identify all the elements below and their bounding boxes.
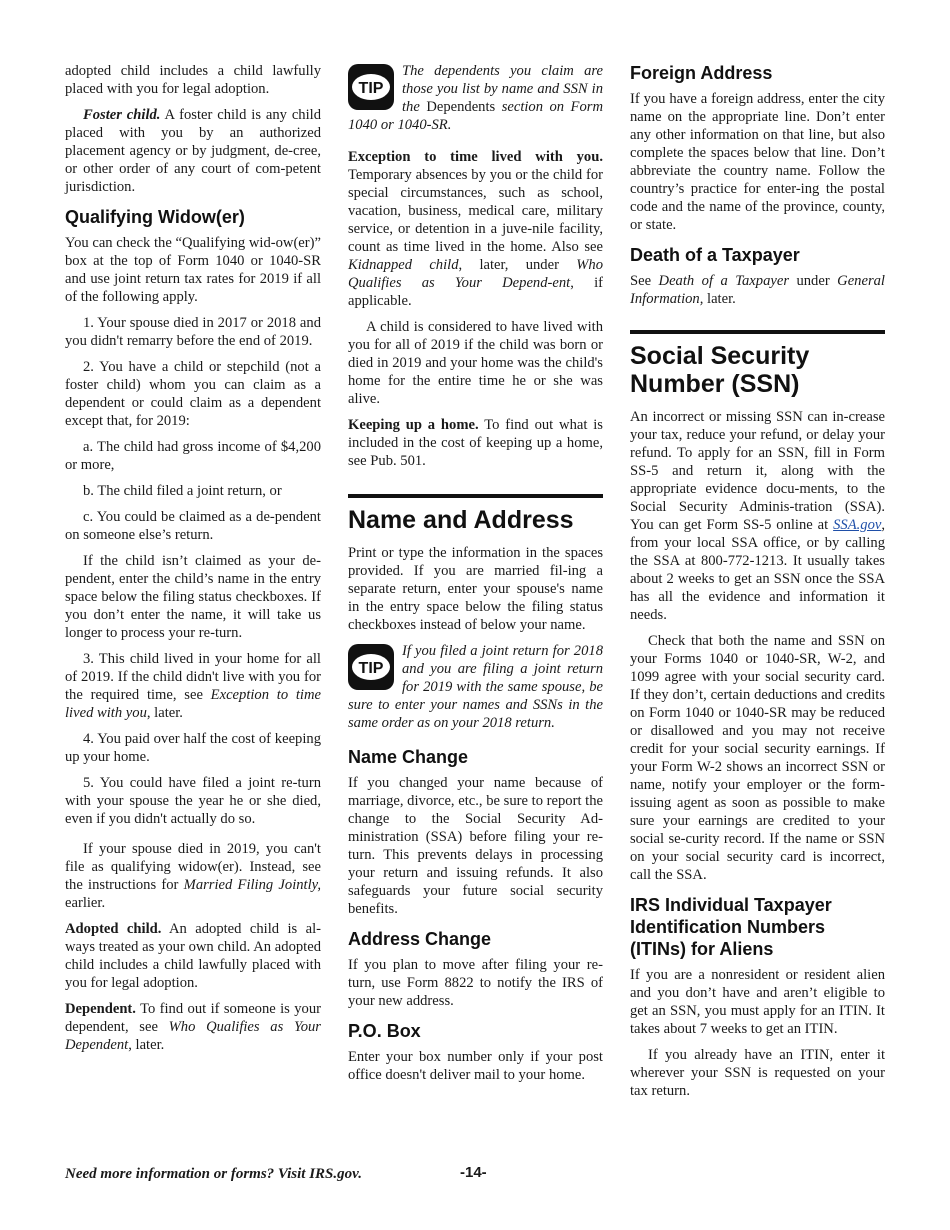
adopted-child-continuation: adopted child includes a child lawfully placed with you for legal adoption.: [65, 63, 321, 97]
death-reference: Death of a Taxpayer: [658, 273, 789, 289]
ssn-heading: Social Security Number (SSN): [630, 342, 810, 398]
exception-mid: , later, under: [458, 257, 577, 273]
dependent-end: , later.: [128, 1037, 165, 1053]
tip-icon-graphic: [348, 64, 394, 110]
ssn-paragraph: [630, 408, 885, 624]
itin-paragraph: If you are a nonresident or resident alien and you don’t have and aren’t eligible to get an SSN, you must apply for an ITIN. It takes about 7 weeks to get an ITIN.: [630, 967, 885, 1037]
foster-child-paragraph: [65, 106, 321, 196]
foreign-address-paragraph: If you have a foreign address, enter the city name on the appropriate line. Don’t enter any other information on that line, but also complete the spaces below that line. Don’t abbreviate the country name. Follow the country’s practice for enter-ing the postal code and the name of the province, county, or state.: [630, 91, 885, 233]
page-footer: [65, 1166, 885, 1188]
tip-box-joint-return: [348, 642, 603, 732]
dependent-paragraph: [65, 1000, 321, 1054]
tip-icon-graphic-2: [348, 644, 394, 690]
exception-paragraph: [348, 148, 603, 310]
name-and-address-heading: Name and Address: [348, 506, 574, 534]
condition-2: 2. You have a child or stepchild (not a foster child) whom you can claim as a dependent or could claim as a dependent except that, for 2019:: [65, 359, 321, 429]
death-mid: under: [789, 273, 838, 289]
column-right: [630, 62, 885, 1108]
name-change-heading: Name Change: [348, 747, 469, 767]
check-name-ssn-paragraph: Check that both the name and SSN on your Forms 1040 or 1040-SR, W-2, and 1099 agree with your social security card. If they don’t, certain deductions and credits on Form 1040 or 1040-SR may be reduced or disallowed and you may not receive credit for your social security earnings. If your Form W-2 shows an incorrect SSN or name, notify your employer or the form-issuing agent as soon as possible to make sure your earnings are credited to your social se-curity record. If the name or SSN on your social security card is incorrect, call the SSA.: [630, 633, 885, 883]
exception-text: Temporary absences by you or the child for special circumstances, such as school, vacation, business, medical care, military service, or detention in a juve-nile facility, count as time lived in the home. Also see: [348, 167, 603, 255]
ssa-gov-link[interactable]: SSA.gov: [833, 517, 882, 533]
itin-already-paragraph: If you already have an ITIN, enter it wherever your SSN is requested on your tax return.: [630, 1047, 885, 1099]
spouse-died-end: earlier.: [65, 895, 106, 911]
kidnapped-child-reference: Kidnapped child: [348, 257, 459, 273]
tip-label-2: TIP: [358, 660, 384, 677]
child-considered-paragraph: A child is considered to have lived with you for all of 2019 if the child was born or died in 2019 and your home was the child's home for the entire time he or she was alive.: [348, 319, 603, 407]
dependent-text: To find out if someone is your dependent, see: [65, 1001, 321, 1035]
child-not-claimed-paragraph: If the child isn’t claimed as your de-pendent, enter the child’s name in the entry space below the filing status checkboxes. If you don’t enter the name, it will take us longer to process your re-turn.: [65, 553, 321, 641]
address-change-heading: Address Change: [348, 929, 492, 949]
po-box-heading: P.O. Box: [348, 1021, 421, 1041]
who-qualifies-reference: Who Qualifies as Your Dependent: [65, 1019, 321, 1053]
foster-child-text: A foster child is any child placed with you by an authorized placement agency or by judgment, de-cree, or other order of any court of com-petent jurisdiction.: [65, 107, 322, 195]
foreign-address-heading: Foreign Address: [630, 63, 773, 83]
death-end: later.: [703, 291, 736, 307]
itin-heading: IRS Individual Taxpayer Identification Numbers (ITINs) for Aliens: [630, 895, 832, 959]
footer-note: Need more information or forms? Visit IRS.gov.: [65, 1166, 362, 1182]
column-left: [65, 62, 321, 1062]
tip1-text: The dependents you claim are those you list by name and SSN in the: [402, 63, 603, 115]
keeping-up-home-lead: Keeping up a home.: [348, 417, 479, 433]
address-change-paragraph: If you plan to move after filing your re-turn, use Form 8822 to notify the IRS of your new address.: [348, 957, 603, 1009]
adopted-child-text: An adopted child is al-ways treated as your own child. An adopted child includes a child lawfully placed with you for legal adoption.: [65, 921, 321, 991]
tip-box-dependents: [348, 62, 603, 134]
condition-3-text: 3. This child lived in your home for all of 2019. If the child didn't live with you for the required time, see: [65, 651, 321, 703]
tip-label: TIP: [358, 80, 384, 97]
ssn-text-end: , from your local SSA office, or by calling the SSA at 800-772-1213. It usually takes about 2 weeks to get an SSN once the SSA has all the evidence and information it needs.: [630, 517, 885, 623]
death-of-taxpayer-paragraph: [630, 272, 885, 308]
condition-3-end: , later.: [146, 705, 183, 721]
exception-end: , if applicable.: [348, 275, 603, 309]
condition-1: 1. Your spouse died in 2017 or 2018 and you didn't remarry before the end of 2019.: [65, 315, 321, 349]
section-rule-ssn: [630, 330, 885, 334]
page-number: -14-: [460, 1164, 487, 1181]
condition-2b: b. The child filed a joint return, or: [83, 483, 282, 499]
adopted-child-paragraph: [65, 920, 321, 992]
ssn-text: An incorrect or missing SSN can in-crease your tax, reduce your refund, or delay your refund. To apply for an SSN, fill in Form SS-5 and return it, along with the appropriate evidence docu-ments, to the Social Security Adminis-tration (SSA). You can get Form SS-5 online at: [630, 409, 885, 533]
print-or-type-paragraph: Print or type the information in the spaces provided. If you are married fil-ing a separate return, enter your spouse's name in the entry space below the filing status checkboxes instead of below your name.: [348, 545, 603, 633]
qualifying-widower-intro: You can check the “Qualifying wid-ow(er)” box at the top of Form 1040 or 1040-SR and use joint return tax rates for 2019 if all of the following apply.: [65, 235, 321, 305]
spouse-died-text: If your spouse died in 2019, you can't file as qualifying widow(er). Instead, see the instructions for: [65, 841, 321, 893]
keeping-up-home-paragraph: [348, 416, 603, 470]
dependent-lead: Dependent.: [65, 1001, 136, 1017]
name-change-paragraph: If you changed your name because of marriage, divorce, etc., be sure to report the change to the Social Security Ad-ministration (SSA) before filing your re-turn. This prevents delays in processing your return and issuing refunds. It also safeguards your future social security benefits.: [348, 775, 603, 917]
condition-4: 4. You paid over half the cost of keeping up your home.: [65, 731, 321, 765]
foster-child-lead: Foster child.: [83, 107, 161, 123]
death-of-taxpayer-heading: Death of a Taxpayer: [630, 245, 800, 265]
adopted-child-lead: Adopted child.: [65, 921, 162, 937]
qualifying-widower-heading: Qualifying Widow(er): [65, 207, 245, 227]
tip-icon: [348, 64, 394, 110]
exception-lead: Exception to time lived with you.: [348, 149, 603, 165]
exception-reference: Exception to time lived with you: [65, 687, 321, 721]
condition-2a: a. The child had gross income of $4,200 or more,: [65, 439, 321, 473]
tip1-end: section on Form 1040 or 1040-SR.: [348, 99, 603, 133]
condition-2c: c. You could be claimed as a de-pendent on someone else’s return.: [65, 509, 321, 543]
tip1-dependents-word: Dependents: [419, 99, 502, 115]
tip-joint-return-text: If you filed a joint return for 2018 and you are filing a joint return for 2019 with the same spouse, be sure to enter your names and SSNs in the same order as on your 2018 return.: [348, 643, 603, 731]
spouse-died-paragraph: [65, 840, 321, 912]
death-text: See: [630, 273, 659, 289]
section-rule-name-address: [348, 494, 603, 498]
condition-5: 5. You could have filed a joint re-turn with your spouse the year he or she died, even if you didn't actually do so.: [65, 775, 321, 827]
keeping-up-home-text: To find out what is included in the cost of keeping up a home, see Pub. 501.: [348, 417, 603, 469]
tip-icon-2: [348, 644, 394, 690]
po-box-paragraph: Enter your box number only if your post office doesn't deliver mail to your home.: [348, 1049, 603, 1083]
condition-3: [65, 650, 321, 722]
general-information-reference: General Information,: [630, 273, 885, 307]
who-qualifies-reference-2: Who Qualifies as Your Depend-ent: [348, 257, 603, 291]
married-filing-jointly-reference: Married Filing Jointly,: [183, 877, 321, 893]
column-middle: [348, 62, 603, 1092]
